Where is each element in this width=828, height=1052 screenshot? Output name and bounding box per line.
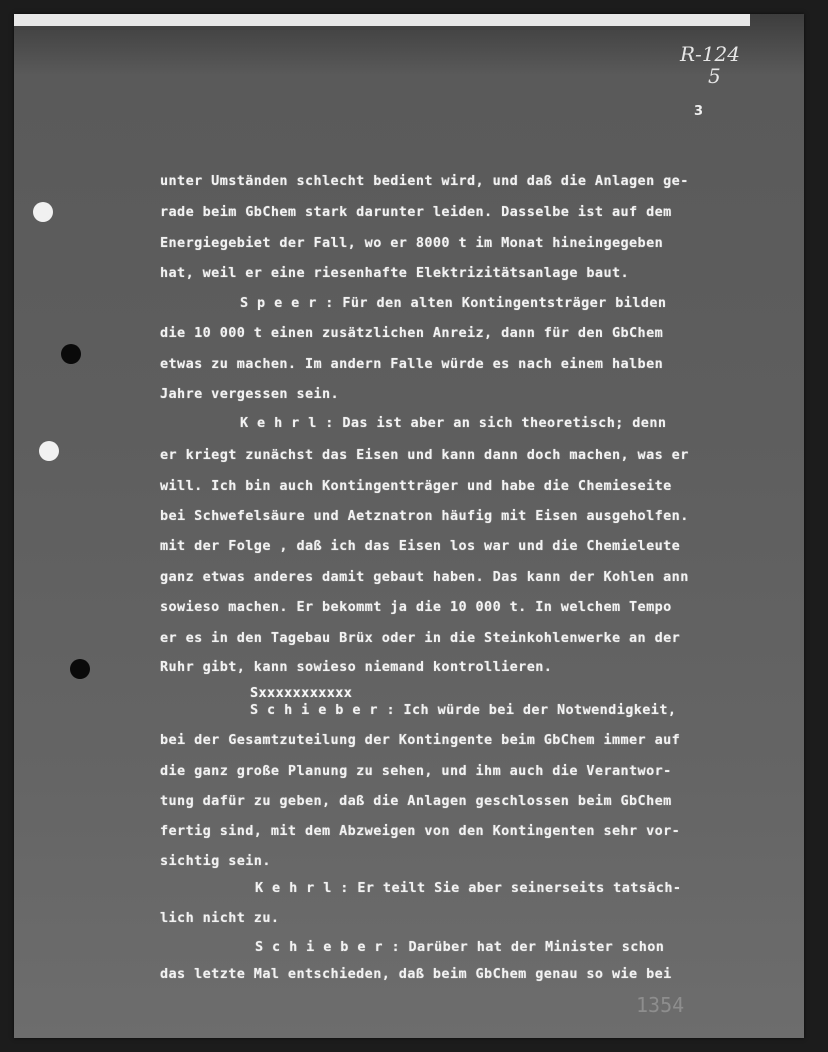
struck-out-text: Sxxxxxxxxxxx bbox=[250, 685, 353, 701]
text-line: die ganz große Planung zu sehen, und ihm auch die Verantwor- bbox=[160, 763, 672, 779]
text-line: etwas zu machen. Im andern Falle würde es nach einem halben bbox=[160, 356, 664, 372]
punch-hole-1 bbox=[33, 202, 53, 222]
speaker-line-schieber: S c h i e b e r : Darüber hat der Minister schon bbox=[255, 939, 665, 955]
punch-hole-3 bbox=[39, 441, 59, 461]
archive-stamp-number: 1354 bbox=[636, 993, 685, 1017]
text-line: ganz etwas anderes damit gebaut haben. Das kann der Kohlen ann bbox=[160, 569, 689, 585]
speaker-line-schieber: S c h i e b e r : Ich würde bei der Notwendigkeit, bbox=[250, 702, 677, 718]
text-line: die 10 000 t einen zusätzlichen Anreiz, dann für den GbChem bbox=[160, 325, 664, 341]
text-line: tung dafür zu geben, daß die Anlagen geschlossen beim GbChem bbox=[160, 793, 672, 809]
handwritten-annotation-code: R-124 bbox=[680, 42, 740, 66]
text-line: sowieso machen. Er bekommt ja die 10 000 t. In welchem Tempo bbox=[160, 599, 672, 615]
text-line: Jahre vergessen sein. bbox=[160, 386, 340, 402]
text-line: bei der Gesamtzuteilung der Kontingente beim GbChem immer auf bbox=[160, 732, 681, 748]
text-line: bei Schwefelsäure und Aetznatron häufig mit Eisen ausgeholfen. bbox=[160, 508, 689, 524]
text-line: fertig sind, mit dem Abzweigen von den Kontingenten sehr vor- bbox=[160, 823, 681, 839]
text-line: er es in den Tagebau Brüx oder in die Steinkohlenwerke an der bbox=[160, 630, 681, 646]
speaker-line-kehrl: K e h r l : Er teilt Sie aber seinerseits tatsäch- bbox=[255, 880, 682, 896]
punch-hole-2 bbox=[61, 344, 81, 364]
speaker-line-speer: S p e e r : Für den alten Kontingentsträger bilden bbox=[240, 295, 667, 311]
text-line: er kriegt zunächst das Eisen und kann dann doch machen, was er bbox=[160, 447, 689, 463]
page-number: 3 bbox=[694, 104, 704, 119]
punch-hole-4 bbox=[70, 659, 90, 679]
text-line: will. Ich bin auch Kontingentträger und habe die Chemieseite bbox=[160, 478, 672, 494]
text-line: sichtig sein. bbox=[160, 853, 271, 869]
text-line: Ruhr gibt, kann sowieso niemand kontrollieren. bbox=[160, 659, 553, 675]
text-line: das letzte Mal entschieden, daß beim GbChem genau so wie bei bbox=[160, 966, 672, 982]
handwritten-annotation-number: 5 bbox=[708, 64, 721, 88]
text-line: unter Umständen schlecht bedient wird, und daß die Anlagen ge- bbox=[160, 173, 689, 189]
page-top-edge bbox=[14, 14, 750, 26]
speaker-line-kehrl: K e h r l : Das ist aber an sich theoretisch; denn bbox=[240, 415, 667, 431]
text-line: lich nicht zu. bbox=[160, 910, 280, 926]
text-line: mit der Folge , daß ich das Eisen los war und die Chemieleute bbox=[160, 538, 681, 554]
text-line: Energiegebiet der Fall, wo er 8000 t im Monat hineingegeben bbox=[160, 235, 664, 251]
text-line: rade beim GbChem stark darunter leiden. Dasselbe ist auf dem bbox=[160, 204, 672, 220]
text-line: hat, weil er eine riesenhafte Elektrizitätsanlage baut. bbox=[160, 265, 630, 281]
